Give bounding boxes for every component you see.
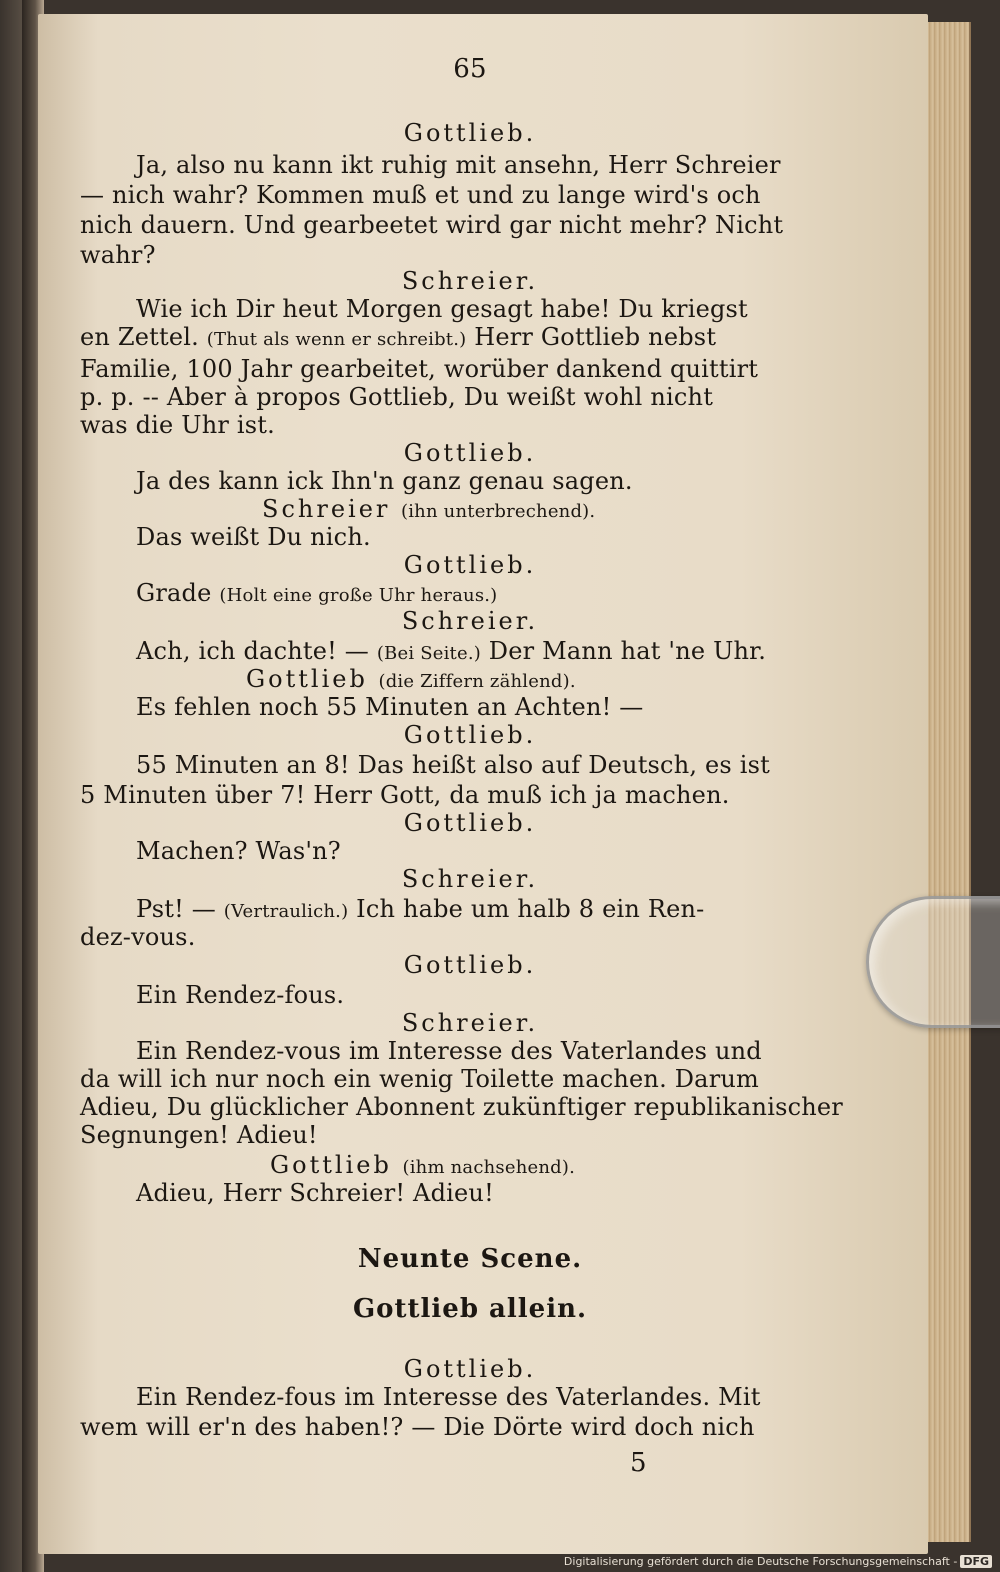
text-line: Wie ich Dir heut Morgen gesagt habe! Du kriegst bbox=[136, 295, 748, 323]
speaker-heading: Gottlieb. bbox=[403, 119, 537, 147]
page-number: 65 bbox=[453, 54, 487, 84]
stage-direction: (Bei Seite.) bbox=[376, 643, 481, 664]
text-line bbox=[136, 894, 705, 927]
text-run: Ach, ich dachte! — bbox=[136, 637, 377, 665]
stage-direction: (die Ziffern zählend). bbox=[378, 671, 576, 692]
text-line bbox=[80, 322, 716, 355]
dfg-logo-icon: DFG bbox=[960, 1555, 992, 1568]
credit-text: Digitalisierung gefördert durch die Deutsche Forschungsgemeinschaft - bbox=[563, 1555, 958, 1568]
text-line: nich dauern. Und gearbeetet wird gar nicht mehr? Nicht bbox=[80, 211, 784, 239]
text-line: — nich wahr? Kommen muß et und zu lange wird's och bbox=[80, 181, 761, 209]
speaker-name: Gottlieb bbox=[246, 665, 379, 693]
text-line: Ja, also nu kann ikt ruhig mit ansehn, Herr Schreier bbox=[136, 151, 781, 179]
speaker-name: Schreier bbox=[262, 495, 401, 523]
text-line: Familie, 100 Jahr gearbeitet, worüber dankend quittirt bbox=[80, 355, 759, 383]
text-line: da will ich nur noch ein wenig Toilette machen. Darum bbox=[80, 1065, 759, 1093]
text-line: Adieu, Du glücklicher Abonnent zukünftiger republikanischer bbox=[80, 1093, 843, 1121]
stage-direction: (ihn unterbrechend). bbox=[401, 501, 596, 522]
speaker-heading: Gottlieb. bbox=[403, 721, 537, 749]
text-run: Pst! — bbox=[136, 895, 224, 923]
text-run: en Zettel. bbox=[80, 323, 207, 351]
text-line: Segnungen! Adieu! bbox=[80, 1121, 318, 1149]
text-line: wahr? bbox=[80, 241, 156, 269]
text-line: dez-vous. bbox=[80, 923, 196, 951]
text-line: was die Uhr ist. bbox=[80, 411, 275, 439]
text-line: Machen? Was'n? bbox=[136, 837, 341, 865]
text-line: Ein Rendez-fous. bbox=[136, 981, 345, 1009]
digitization-credit bbox=[564, 1555, 992, 1568]
stage-direction: (Thut als wenn er schreibt.) bbox=[206, 329, 467, 350]
scene-title: Neunte Scene. bbox=[357, 1244, 583, 1274]
text-line: Ein Rendez-fous im Interesse des Vaterlandes. Mit bbox=[136, 1383, 761, 1411]
stage-direction: (Holt eine große Uhr heraus.) bbox=[219, 585, 498, 606]
stage-direction: (ihm nachsehend). bbox=[402, 1157, 576, 1178]
text-line: p. p. -- Aber à propos Gottlieb, Du weißt wohl nicht bbox=[80, 383, 714, 411]
scene-subtitle: Gottlieb allein. bbox=[352, 1294, 588, 1324]
speaker-name: Gottlieb bbox=[270, 1151, 403, 1179]
text-line: 55 Minuten an 8! Das heißt also auf Deutsch, es ist bbox=[136, 751, 771, 779]
text-line: 5 Minuten über 7! Herr Gott, da muß ich ja machen. bbox=[80, 781, 730, 809]
text-run: Herr Gottlieb nebst bbox=[466, 323, 717, 351]
speaker-heading: Gottlieb. bbox=[403, 951, 537, 979]
speaker-heading: Schreier. bbox=[401, 267, 539, 295]
signature-mark: 5 bbox=[630, 1448, 647, 1478]
speaker-heading: Gottlieb. bbox=[403, 551, 537, 579]
speaker-heading: Schreier. bbox=[401, 1009, 539, 1037]
text-run: Grade bbox=[136, 579, 220, 607]
speaker-heading: Gottlieb. bbox=[403, 1355, 537, 1383]
text-line: Ein Rendez-vous im Interesse des Vaterlandes und bbox=[136, 1037, 762, 1065]
text-run: Der Mann hat 'ne Uhr. bbox=[480, 637, 767, 665]
speaker-heading: Schreier. bbox=[401, 865, 539, 893]
text-line: Adieu, Herr Schreier! Adieu! bbox=[136, 1179, 494, 1207]
speaker-heading: Gottlieb. bbox=[403, 439, 537, 467]
page-clip bbox=[866, 896, 1000, 1028]
text-run: Ich habe um halb 8 ein Ren- bbox=[348, 895, 705, 923]
stage-direction: (Vertraulich.) bbox=[223, 901, 349, 922]
speaker-heading: Gottlieb. bbox=[403, 809, 537, 837]
text-line: Es fehlen noch 55 Minuten an Achten! — bbox=[136, 693, 644, 721]
speaker-heading: Schreier. bbox=[401, 607, 539, 635]
text-line: Das weißt Du nich. bbox=[136, 523, 371, 551]
text-line: wem will er'n des haben!? — Die Dörte wird doch nich bbox=[80, 1413, 755, 1441]
page-edges bbox=[925, 22, 971, 1542]
text-line: Ja des kann ick Ihn'n ganz genau sagen. bbox=[136, 467, 633, 495]
